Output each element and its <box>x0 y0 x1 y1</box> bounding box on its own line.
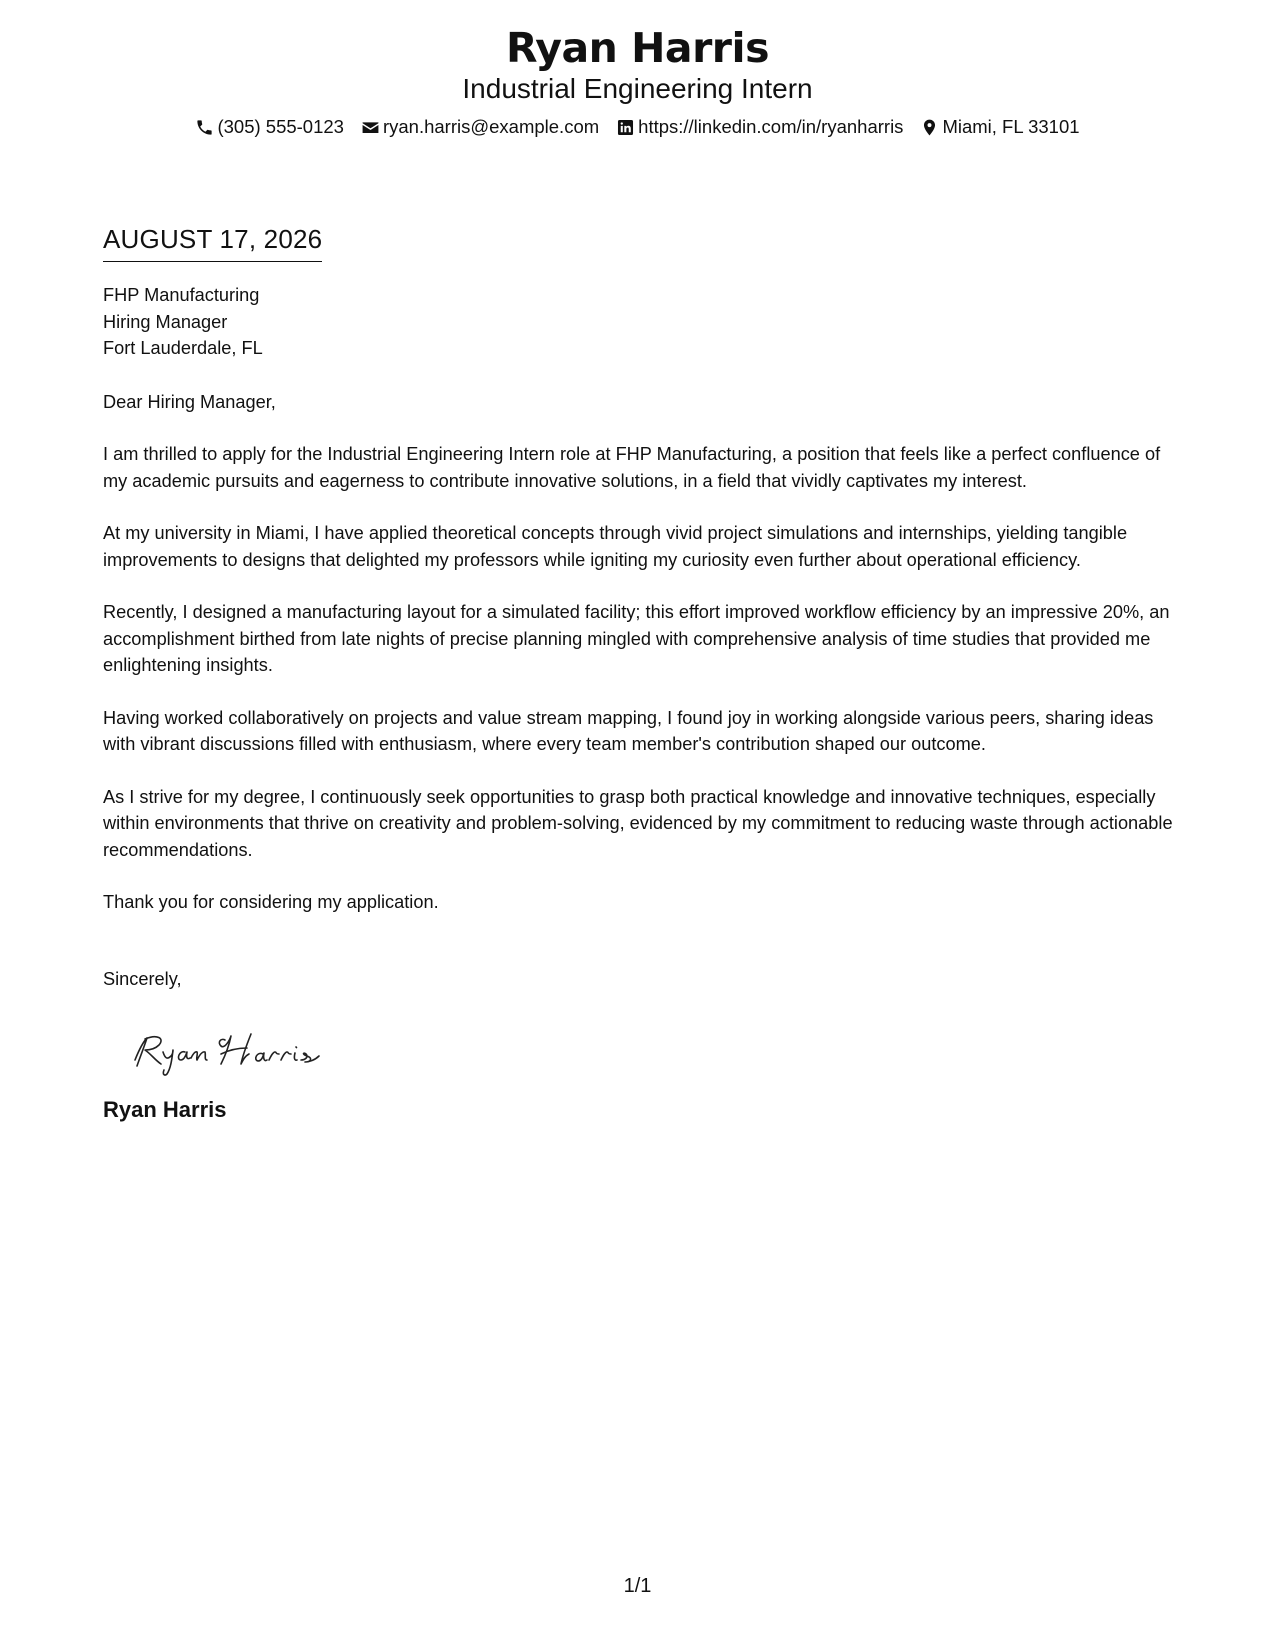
contact-email-text[interactable]: ryan.harris@example.com <box>382 116 600 137</box>
recipient-location: Fort Lauderdale, FL <box>103 338 263 358</box>
contact-location <box>920 115 1079 139</box>
body-paragraph: Recently, I designed a manufacturing layout for a simulated facility; this effort improved workflow efficiency by an impressive 20%, an accomplishment birthed from late nights of precise planning mingled with comprehensive analysis of time studies that provided me enlightening insights. <box>103 602 1170 675</box>
recipient-block <box>103 282 1173 362</box>
contact-email[interactable] <box>361 115 599 139</box>
phone-icon <box>195 118 214 137</box>
map-marker-icon <box>920 118 939 137</box>
applicant-role: Industrial Engineering Intern <box>462 73 813 104</box>
contact-linkedin[interactable] <box>616 115 903 139</box>
body-paragraph: At my university in Miami, I have applied theoretical concepts through vivid project simulations and internships, yielding tangible improvements to designs that delighted my professors while igniting my curiosity even further about operational efficiency. <box>103 523 1128 570</box>
page-number: 1/1 <box>623 1575 652 1597</box>
contact-location-text: Miami, FL 33101 <box>942 116 1080 137</box>
recipient-company: FHP Manufacturing <box>103 285 260 305</box>
applicant-name: Ryan Harris <box>506 24 769 72</box>
body-paragraph: I am thrilled to apply for the Industrial Engineering Intern role at FHP Manufacturing, a position that feels like a perfect confluence of my academic pursuits and eagerness to contribute innovative solutions, in a field that vividly captivates my interest. <box>103 444 1161 491</box>
contact-phone-text: (305) 555-0123 <box>217 116 344 137</box>
contact-bar <box>0 115 1275 139</box>
contact-linkedin-text[interactable]: https://linkedin.com/in/ryanharris <box>638 116 904 137</box>
contact-phone <box>195 115 344 139</box>
letter-header <box>0 22 1275 139</box>
closing: Sincerely, <box>103 968 182 989</box>
signature-graphic <box>125 1020 355 1082</box>
letter-body <box>103 222 1173 1124</box>
signer-name: Ryan Harris <box>103 1097 227 1122</box>
envelope-icon <box>361 118 380 137</box>
salutation: Dear Hiring Manager, <box>103 391 276 412</box>
body-paragraph: Thank you for considering my application. <box>103 892 439 912</box>
handwritten-signature <box>125 1020 1173 1082</box>
body-paragraph: As I strive for my degree, I continuously seek opportunities to grasp both practical knowledge and innovative techniques, especially within environments that thrive on creativity and problem-solving, evidenced by my commitment to reducing waste through actionable recommendations. <box>103 786 1173 860</box>
letter-date: AUGUST 17, 2026 <box>103 222 322 262</box>
linkedin-icon <box>616 118 635 137</box>
recipient-title: Hiring Manager <box>103 311 228 332</box>
body-paragraph: Having worked collaboratively on projects and value stream mapping, I found joy in working alongside various peers, sharing ideas with vibrant discussions filled with enthusiasm, where every team member's contribution shaped our outcome. <box>103 707 1154 754</box>
